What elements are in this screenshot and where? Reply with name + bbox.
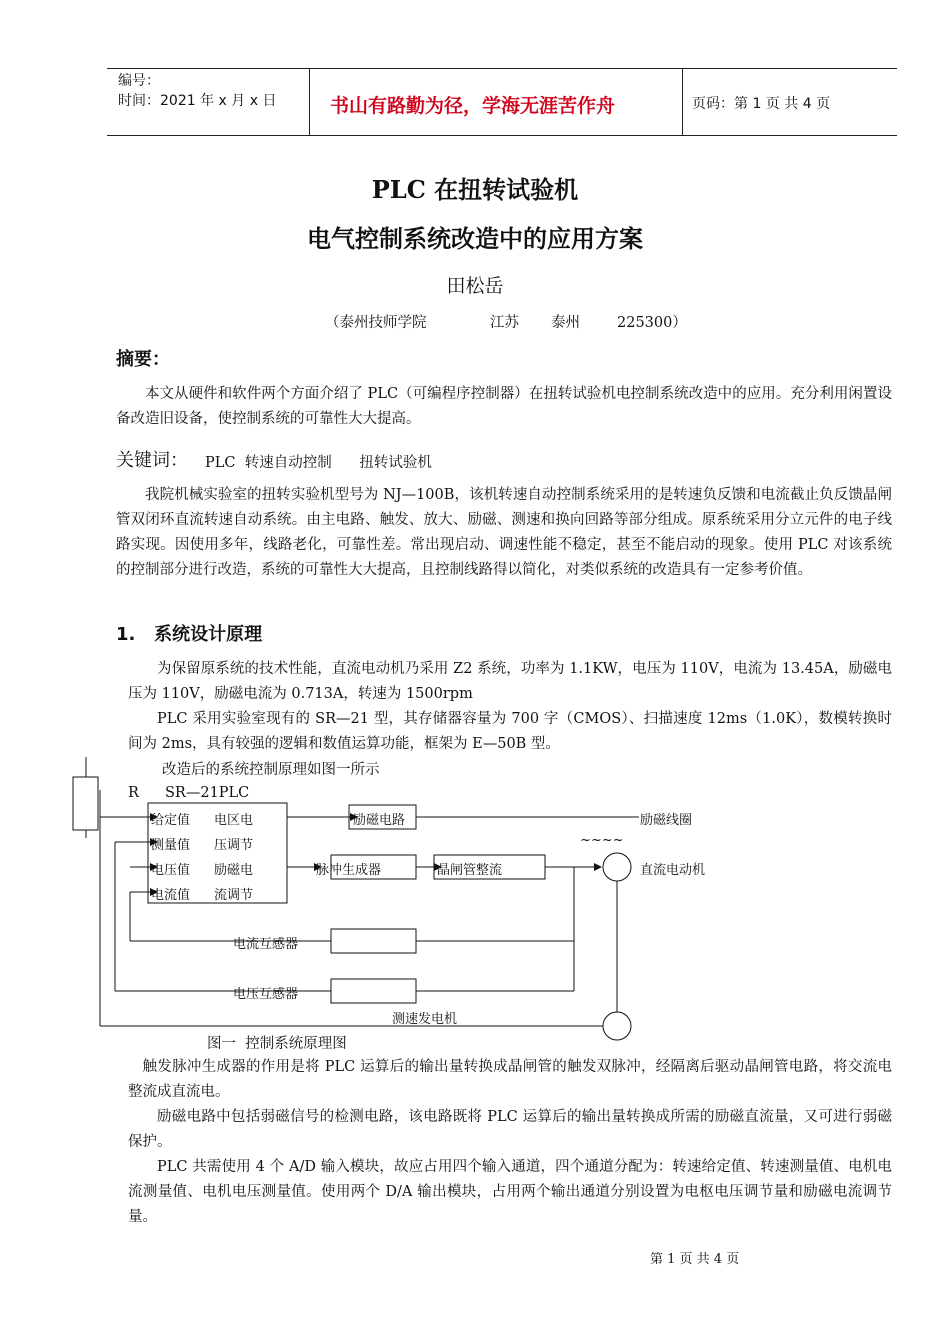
keywords-items: PLC 转速自动控制 扭转试验机 xyxy=(205,455,432,471)
field-circuit-label: 励磁电路 xyxy=(353,813,406,828)
resistor-r-shape xyxy=(73,777,98,830)
tacho-circle xyxy=(603,1012,631,1040)
field-coil-label: 励磁线圈 xyxy=(640,813,693,828)
section-1-p1: 为保留原系统的技术性能，直流电动机乃采用 Z2 系统，功率为 1.1KW，电压为 110V，电流为 13.45A，励磁电压为 110V，励磁电流为 0.713A，转速为 1500rpm xyxy=(128,661,892,702)
header-number: 编号： xyxy=(118,73,160,89)
figure-caption: 图一 控制系统原理图 xyxy=(207,1036,347,1052)
pulse-generator-label: 脉冲生成器 xyxy=(316,863,382,878)
affiliation-province: 江苏 xyxy=(490,315,519,331)
plc-input-4: 电流值 xyxy=(151,888,191,903)
plc-output-4: 流调节 xyxy=(214,888,254,903)
keywords-label: 关键词： xyxy=(116,450,188,471)
affiliation-zip: 225300） xyxy=(617,315,687,331)
dc-motor-label: 直流电动机 xyxy=(640,863,706,878)
plc-input-2: 测量值 xyxy=(151,838,191,853)
current-transformer-box xyxy=(331,929,416,953)
title-line-1: PLC 在扭转试验机 xyxy=(371,175,579,204)
plc-input-1: 给定值 xyxy=(151,813,191,828)
title-line-2: 电气控制系统改造中的应用方案 xyxy=(307,224,643,253)
plc-input-3: 电压值 xyxy=(151,863,191,878)
tilde-symbol: ~~~~ xyxy=(580,833,624,848)
section-1-p2: PLC 采用实验室现有的 SR—21 型，其存储器容量为 700 字（CMOS）、扫描速度 12ms（1.0K），数模转换时间为 2ms，具有较强的逻辑和数值运算功能，框架为 E—50B 型。 xyxy=(128,711,892,752)
tacho-label: 测速发电机 xyxy=(392,1012,458,1027)
section-1-p3: 改造后的系统控制原理如图一所示 xyxy=(162,762,380,778)
header-motto: 书山有路勤为径，学海无涯苦作舟 xyxy=(330,95,616,117)
voltage-transformer-box xyxy=(331,979,416,1003)
dc-motor-circle xyxy=(603,853,631,881)
plc-label: SR—21PLC xyxy=(165,785,250,801)
intro-paragraph: 我院机械实验室的扭转实验机型号为 NJ—100B，该机转速自动控制系统采用的是转速负反馈和电流截止负反馈晶闸管双闭环直流转速自动系统。由主电路、触发、放大、励磁、测速和换向回路等部分组成。原系统采用分立元件的电子线路实现。因使用多年，线路老化，可靠性差。常出现启动、调速性能不稳定，甚至不能启动的现象。使用 PLC 对该系统的控制部分进行改造，系统的可靠性大大提高，且控制线路得以简化，对类似系统的改造具有一定参考价值。 xyxy=(116,487,892,578)
author: 田松岳 xyxy=(446,275,504,297)
affiliation-city: 泰州 xyxy=(551,315,580,331)
page-footer: 第 1 页 共 4 页 xyxy=(650,1252,740,1267)
header-date: 时间：2021 年 x 月 x 日 xyxy=(118,93,277,109)
abstract-heading: 摘要： xyxy=(116,349,170,370)
after-fig-p2: 励磁电路中包括弱磁信号的检测电路，该电路既将 PLC 运算后的输出量转换成所需的励磁直流量，又可进行弱磁保护。 xyxy=(128,1109,892,1150)
after-fig-p1: 触发脉冲生成器的作用是将 PLC 运算后的输出量转换成晶闸管的触发双脉冲，经隔离后驱动晶闸管电路，将交流电整流成直流电。 xyxy=(128,1059,892,1100)
affiliation-org: （泰州技师学院 xyxy=(325,315,427,331)
thyristor-label: 晶闸管整流 xyxy=(437,863,503,878)
plc-output-3: 励磁电 xyxy=(214,863,254,878)
after-fig-p3: PLC 共需使用 4 个 A/D 输入模块，故应占用四个输入通道，四个通道分配为：转速给定值、转速测量值、电机电流测量值、电机电压测量值。使用两个 D/A 输出模块，占用两个输出通道分别设置为电枢电压调节量和励磁电流调节量。 xyxy=(128,1159,892,1225)
section-1-heading: 1. 系统设计原理 xyxy=(116,624,263,645)
plc-output-2: 压调节 xyxy=(214,838,254,853)
resistor-label: R xyxy=(128,785,139,801)
current-transformer-label: 电流互感器 xyxy=(233,937,299,952)
abstract-text: 本文从硬件和软件两个方面介绍了 PLC（可编程序控制器）在扭转试验机电控制系统改造中的应用。充分利用闲置设备改造旧设备，使控制系统的可靠性大大提高。 xyxy=(116,386,892,427)
voltage-transformer-label: 电压互感器 xyxy=(233,987,299,1002)
plc-output-1: 电区电 xyxy=(214,813,254,828)
header-page-info: 页码：第 1 页 共 4 页 xyxy=(692,96,831,112)
